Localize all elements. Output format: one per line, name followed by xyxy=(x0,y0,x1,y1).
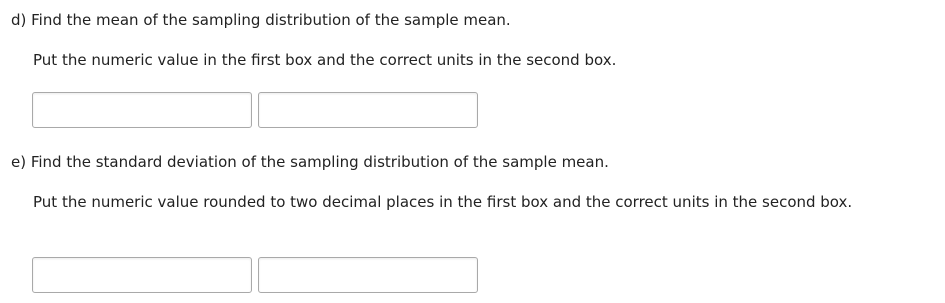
question-e-units-input[interactable] xyxy=(258,257,478,293)
question-d-units-input[interactable] xyxy=(258,92,478,128)
question-e-text: e) Find the standard deviation of the sampling distribution of the sample mean. xyxy=(11,153,609,171)
question-d-instruction: Put the numeric value in the first box and the correct units in the second box. xyxy=(33,51,617,69)
question-d-value-input[interactable] xyxy=(32,92,252,128)
question-e-value-input[interactable] xyxy=(32,257,252,293)
question-e-instruction: Put the numeric value rounded to two decimal places in the first box and the correct units in the second box. xyxy=(33,193,853,211)
question-d-text: d) Find the mean of the sampling distribution of the sample mean. xyxy=(11,11,511,29)
